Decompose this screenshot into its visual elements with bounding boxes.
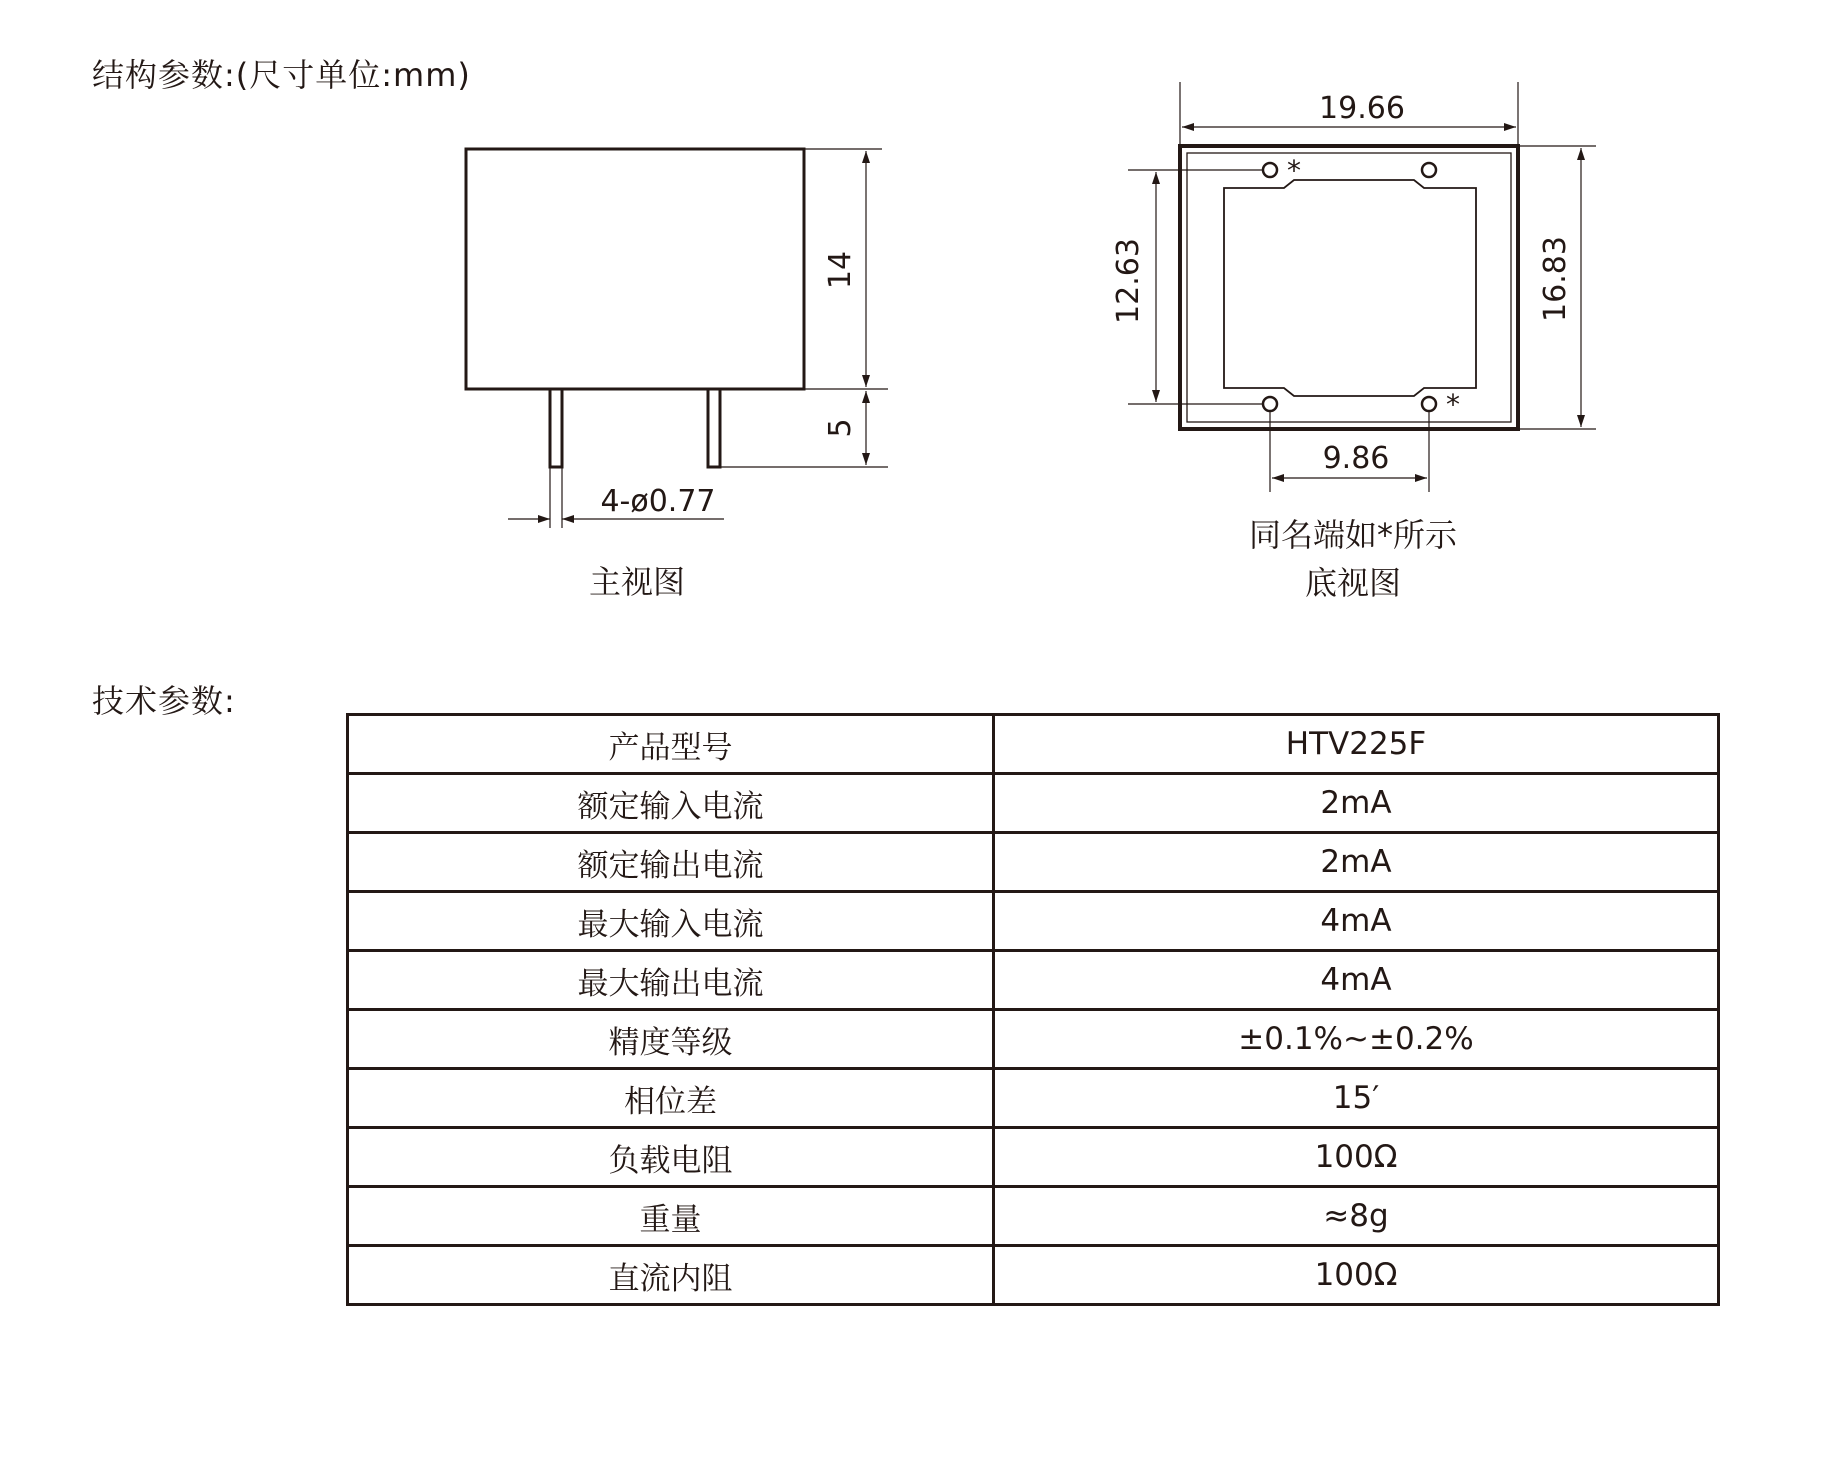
bottom-height-label: 16.83 — [1538, 236, 1573, 322]
param-value-cell: 2mA — [994, 833, 1719, 892]
technical-parameters-table — [346, 713, 1720, 1306]
param-name-cell: 额定输入电流 — [348, 774, 994, 833]
bottom-view-caption: 底视图 — [1304, 564, 1402, 602]
polarity-mark-top: * — [1287, 154, 1301, 187]
bottom-view-inner-rim — [1187, 153, 1511, 422]
table-row — [348, 833, 1719, 892]
param-value-cell: 4mA — [994, 892, 1719, 951]
param-name-cell: 产品型号 — [348, 715, 994, 774]
param-value-cell: ≈8g — [994, 1187, 1719, 1246]
bottom-view — [1111, 82, 1596, 602]
param-value-cell: 15′ — [994, 1069, 1719, 1128]
bottom-width-label: 19.66 — [1319, 91, 1405, 126]
pin-hole-bottom-right — [1422, 397, 1436, 411]
param-name-cell: 额定输出电流 — [348, 833, 994, 892]
pin-span-vertical-label: 12.63 — [1111, 238, 1146, 324]
param-value-cell: 100Ω — [994, 1128, 1719, 1187]
pin-span-horizontal-label: 9.86 — [1322, 441, 1390, 476]
table-row — [348, 774, 1719, 833]
param-value-cell: ±0.1%~±0.2% — [994, 1010, 1719, 1069]
front-view-body — [466, 149, 804, 389]
front-view-caption: 主视图 — [588, 563, 686, 601]
pin-hole-bottom-left — [1263, 397, 1277, 411]
param-name-cell: 相位差 — [348, 1069, 994, 1128]
table-row — [348, 1128, 1719, 1187]
table-row — [348, 715, 1719, 774]
param-value-cell: 4mA — [994, 951, 1719, 1010]
pin-hole-top-right — [1422, 163, 1436, 177]
table-row — [348, 1069, 1719, 1128]
front-view-pin-right — [708, 389, 720, 467]
polarity-note: 同名端如*所示 — [1248, 516, 1458, 554]
front-height-label: 14 — [823, 250, 858, 290]
front-view — [466, 149, 888, 601]
pin-diameter-label: 4-ø0.77 — [600, 484, 716, 519]
param-name-cell: 最大输出电流 — [348, 951, 994, 1010]
param-name-cell: 直流内阻 — [348, 1246, 994, 1305]
pin-hole-top-left — [1263, 163, 1277, 177]
polarity-mark-bottom: * — [1446, 388, 1460, 421]
param-name-cell: 负载电阻 — [348, 1128, 994, 1187]
param-name-cell: 重量 — [348, 1187, 994, 1246]
param-name-cell: 精度等级 — [348, 1010, 994, 1069]
bottom-view-potting-outline — [1224, 180, 1476, 396]
param-value-cell: 2mA — [994, 774, 1719, 833]
param-value-cell: 100Ω — [994, 1246, 1719, 1305]
param-value-cell: HTV225F — [994, 715, 1719, 774]
front-view-pin-left — [550, 389, 562, 467]
table-row — [348, 1010, 1719, 1069]
table-row — [348, 951, 1719, 1010]
front-pin-length-label: 5 — [823, 418, 858, 438]
table-row — [348, 1246, 1719, 1305]
param-name-cell: 最大输入电流 — [348, 892, 994, 951]
technical-parameters-heading: 技术参数: — [92, 682, 236, 720]
dimension-drawings — [0, 0, 1823, 640]
structure-parameters-heading: 结构参数:(尺寸单位:mm) — [92, 56, 471, 94]
table-row — [348, 1187, 1719, 1246]
table-row — [348, 892, 1719, 951]
